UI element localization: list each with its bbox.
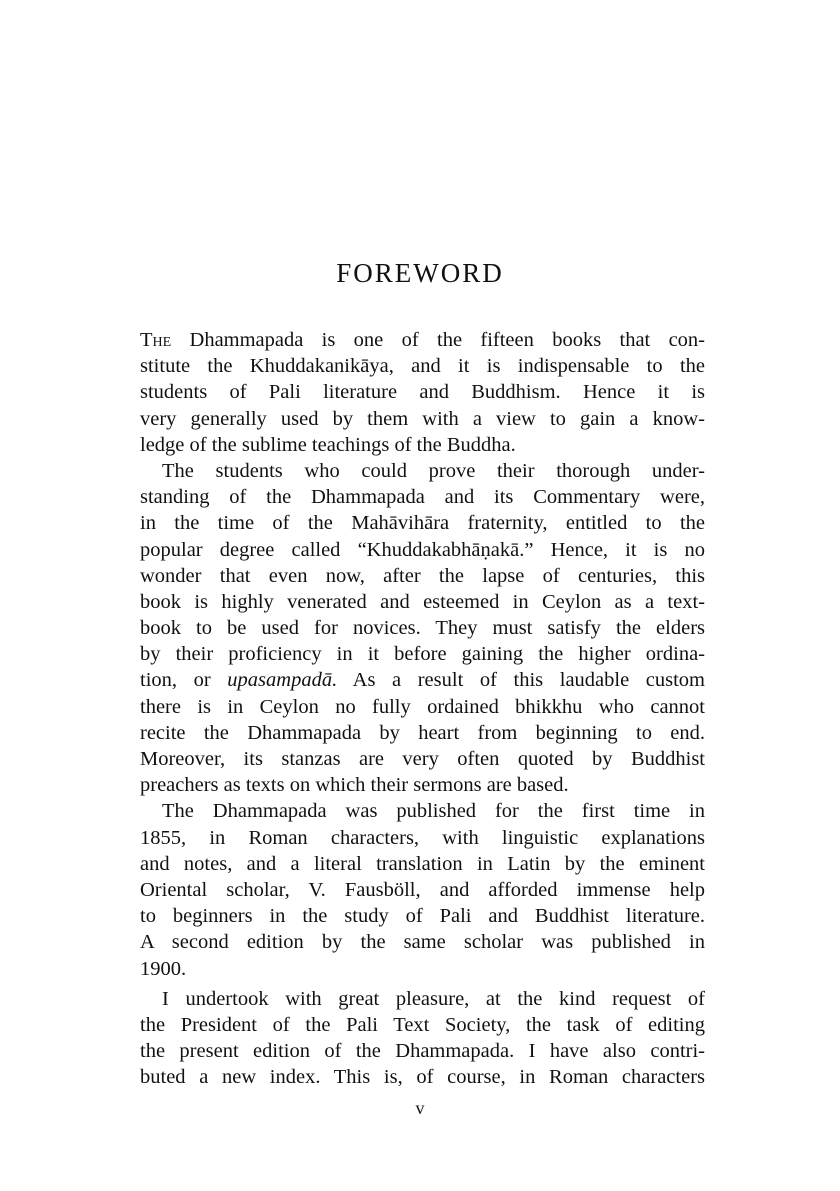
text-line: very generally used by them with a view to gain a know- (140, 407, 705, 430)
text-line: Oriental scholar, V. Fausböll, and afforded immense help (140, 878, 705, 901)
text-line: I undertook with great pleasure, at the kind request of (162, 987, 705, 1010)
text-line: in the time of the Mahāvihāra fraternity, entitled to the (140, 512, 705, 535)
text-line: popular degree called “Khuddakabhāṇakā.” Hence, it is no (140, 538, 705, 561)
italic-term: upasampadā. (227, 669, 338, 692)
text-line: The students who could prove their thorough under- (162, 459, 705, 482)
text-line: stitute the Khuddakanikāya, and it is indispensable to the (140, 355, 705, 378)
lead-word: The (140, 329, 172, 351)
text-line: by their proficiency in it before gaining the higher ordina- (140, 643, 705, 666)
paragraph-2 (140, 458, 705, 798)
paragraph-1 (140, 327, 705, 458)
text-line: book to be used for novices. They must satisfy the elders (140, 617, 705, 640)
line-text: As a result of this laudable custom (337, 669, 705, 692)
page-number: v (415, 1098, 425, 1118)
text-line: ledge of the sublime teachings of the Buddha. (140, 433, 516, 456)
text-line: the President of the Pali Text Society, the task of editing (140, 1013, 705, 1036)
text-line: the present edition of the Dhammapada. I have also contri- (140, 1040, 705, 1063)
text-line: The Dhammapada was published for the first time in (162, 800, 705, 823)
text-line: students of Pali literature and Buddhism. Hence it is (140, 381, 705, 404)
body-text (140, 327, 705, 1090)
line-text: Dhammapada is one of the fifteen books that con- (171, 329, 705, 351)
text-line: and notes, and a literal translation in Latin by the eminent (140, 852, 705, 875)
text-line: to beginners in the study of Pali and Buddhist literature. (140, 905, 705, 928)
text-line: Moreover, its stanzas are very often quoted by Buddhist (140, 748, 705, 770)
text-line: buted a new index. This is, of course, in Roman characters (140, 1066, 705, 1089)
paragraph-3 (140, 798, 705, 981)
text-line: wonder that even now, after the lapse of centuries, this (140, 564, 705, 587)
text-line: recite the Dhammapada by heart from beginning to end. (140, 721, 705, 744)
text-line (140, 667, 705, 693)
text-line (140, 327, 705, 353)
text-line: A second edition by the same scholar was published in (140, 931, 705, 954)
text-line: 1855, in Roman characters, with linguistic explanations (140, 826, 705, 849)
text-line: there is in Ceylon no fully ordained bhikkhu who cannot (140, 695, 705, 718)
text-line: preachers as texts on which their sermons are based. (140, 774, 569, 797)
text-line: book is highly venerated and esteemed in Ceylon as a text- (140, 590, 705, 613)
text-line: standing of the Dhammapada and its Commentary were, (140, 486, 705, 509)
line-text: tion, or (140, 669, 228, 692)
page-title: FOREWORD (336, 258, 504, 288)
text-line: 1900. (140, 957, 187, 980)
paragraph-4 (140, 986, 705, 1091)
